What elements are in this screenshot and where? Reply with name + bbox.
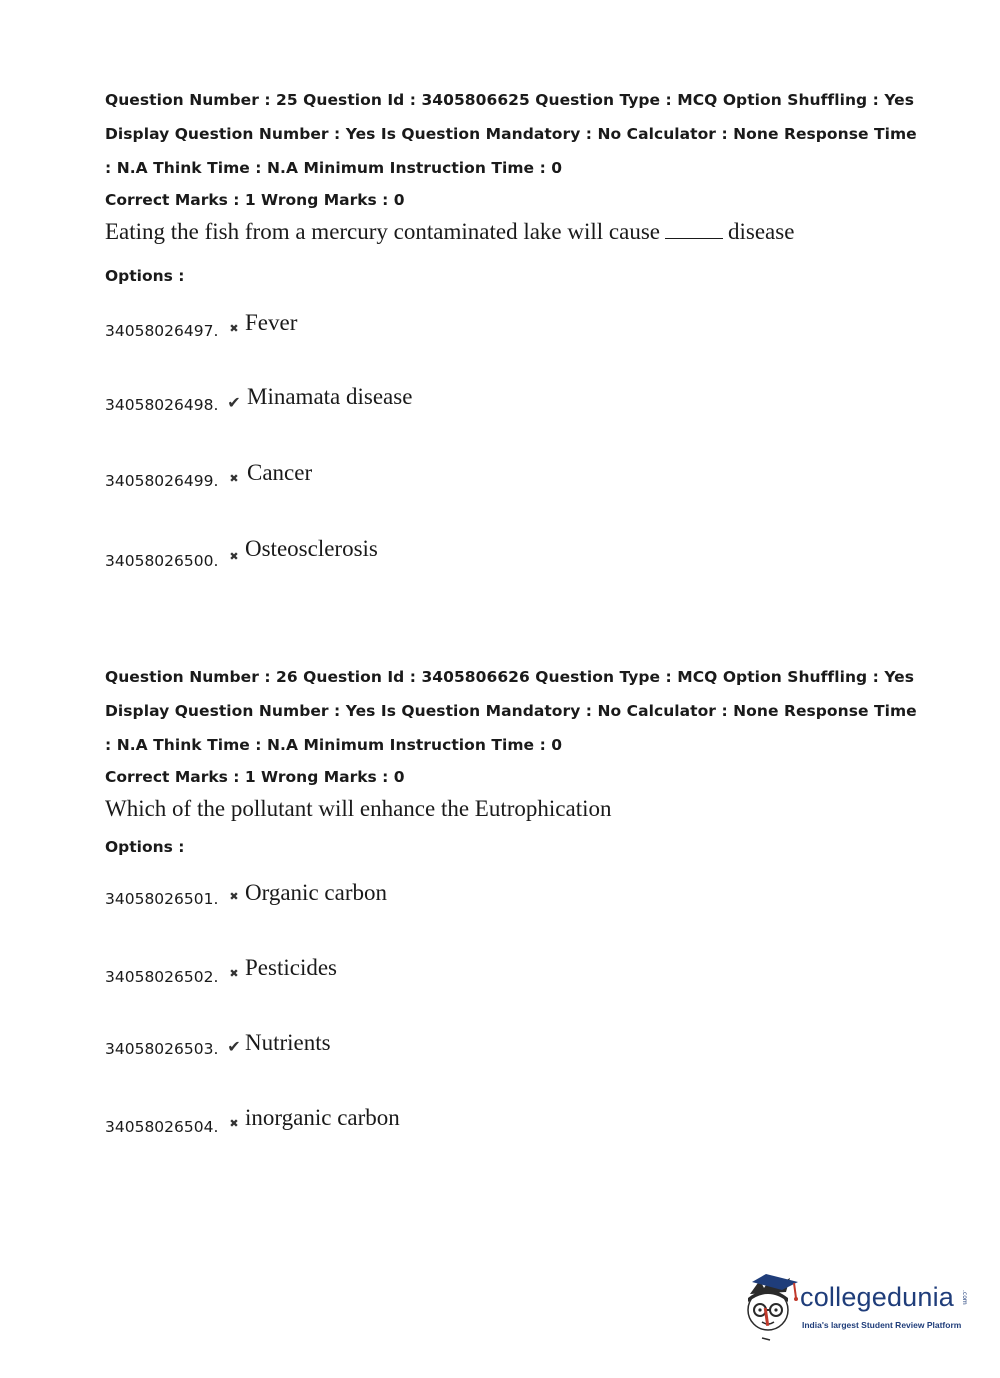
check-icon: ✔	[227, 393, 241, 412]
mascot-icon	[742, 1272, 800, 1342]
option-text: Fever	[245, 310, 298, 335]
logo-suffix: .com	[961, 1290, 968, 1305]
option-id: 34058026502.	[105, 968, 219, 986]
cross-icon: ✖	[229, 550, 239, 563]
question-meta-line: Display Question Number : Yes Is Question Mandatory : No Calculator : None Response Time	[105, 125, 917, 143]
option-id: 34058026500.	[105, 552, 219, 570]
option-text: Minamata disease	[247, 384, 413, 409]
cross-icon: ✖	[229, 967, 239, 980]
options-label: Options :	[105, 838, 185, 856]
question-meta-line: : N.A Think Time : N.A Minimum Instruction Time : 0	[105, 159, 563, 177]
question-marks: Correct Marks : 1 Wrong Marks : 0	[105, 768, 405, 786]
option-id: 34058026498.	[105, 396, 219, 414]
cross-icon: ✖	[229, 1117, 239, 1130]
question-25-block	[105, 83, 925, 287]
option-text: Nutrients	[245, 1030, 331, 1055]
option-text: Pesticides	[245, 955, 337, 980]
question-text-after-blank: disease	[728, 219, 795, 244]
question-text: Which of the pollutant will enhance the Eutrophication	[105, 796, 612, 821]
logo-tagline: India's largest Student Review Platform	[802, 1320, 962, 1330]
question-26-block	[105, 660, 925, 858]
logo-wordmark: collegedunia	[800, 1282, 955, 1312]
cross-icon: ✖	[229, 322, 239, 335]
check-icon: ✔	[227, 1037, 241, 1056]
question-meta-line: Display Question Number : Yes Is Question Mandatory : No Calculator : None Response Time	[105, 702, 917, 720]
options-label: Options :	[105, 267, 185, 285]
cross-icon: ✖	[229, 472, 239, 485]
option-id: 34058026503.	[105, 1040, 219, 1058]
fill-blank	[665, 220, 723, 239]
question-text	[105, 217, 925, 247]
question-marks: Correct Marks : 1 Wrong Marks : 0	[105, 191, 405, 209]
question-meta	[105, 660, 925, 762]
option-id: 34058026501.	[105, 890, 219, 908]
question-meta	[105, 83, 925, 185]
option-text: Osteosclerosis	[245, 536, 378, 561]
option-id: 34058026497.	[105, 322, 219, 340]
option-id: 34058026499.	[105, 472, 219, 490]
question-meta-line: Question Number : 26 Question Id : 3405806626 Question Type : MCQ Option Shuffling : Yes	[105, 668, 915, 686]
option-text: Cancer	[247, 460, 313, 485]
option-id: 34058026504.	[105, 1118, 219, 1136]
option-text: Organic carbon	[245, 880, 387, 905]
question-meta-line: Question Number : 25 Question Id : 3405806625 Question Type : MCQ Option Shuffling : Yes	[105, 91, 915, 109]
question-meta-line: : N.A Think Time : N.A Minimum Instruction Time : 0	[105, 736, 563, 754]
option-text: inorganic carbon	[245, 1105, 400, 1130]
question-text-before-blank: Eating the fish from a mercury contaminated lake will cause	[105, 219, 660, 244]
cross-icon: ✖	[229, 890, 239, 903]
collegedunia-logo	[742, 1272, 972, 1342]
